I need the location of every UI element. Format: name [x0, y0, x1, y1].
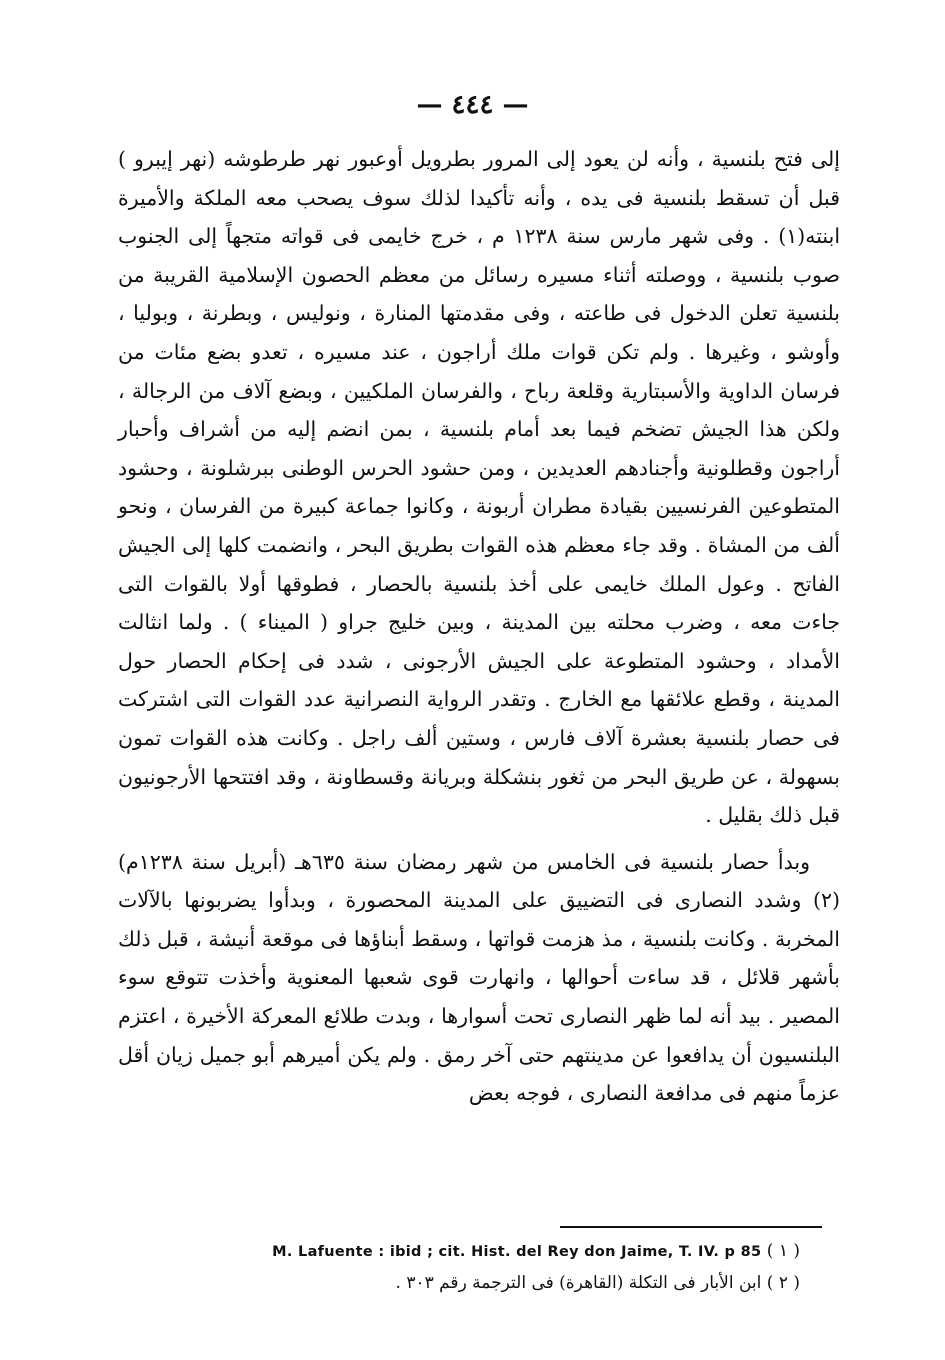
paragraph-2: وبدأ حصار بلنسية فى الخامس من شهر رمضان سنة ٦٣٥هـ (أبريل سنة ١٢٣٨م)(٢) وشدد النصارى فى التضييق على المدينة المحصورة ، وبدأوا يضربونها بالآلات المخربة . وكانت بلنسية ، مذ هزمت قواتها ، وسقط أبناؤها فى موقعة أنيشة ، قبل ذلك بأشهر قلائل ، قد ساءت أحوالها ، وانهارت قوى شعبها المعنوية وأخذت تتوقع سوء المصير . بيد أنه لما ظهر النصارى تحت أسوارها ، وبدت طلائع المعركة الأخيرة ، اعتزم البلنسيون أن يدافعوا عن مدينتهم حتى آخر رمق . ولم يكن أميرهم أبو جميل زيان أقل عزماً منهم فى مدافعة النصارى ، فوجه بعض	[118, 849, 840, 1106]
footnotes	[140, 1236, 800, 1299]
footnote-2-marker: ( ٢ )	[766, 1273, 800, 1293]
footnote-1-text: M. Lafuente : ibid ; cit. Hist. del Rey don Jaime, T. IV. p 85	[272, 1244, 762, 1260]
footnote-separator	[560, 1226, 822, 1228]
footnote-2	[140, 1268, 800, 1299]
footnote-2-text: ابن الأبار فى التكلة (القاهرة) فى الترجمة رقم ٣٠٣ .	[395, 1273, 762, 1293]
footnote-1	[140, 1236, 800, 1268]
main-text	[118, 140, 840, 1113]
paragraph-1: إلى فتح بلنسية ، وأنه لن يعود إلى المرور بطرويل أوعبور نهر طرطوشه (نهر إيبرو ) قبل أن تسقط بلنسية فى يده ، وأنه تأكيدا لذلك سوف يصحب معه الملكة والأميرة ابنته(١) . وفى شهر مارس سنة ١٢٣٨ م ، خرج خايمى فى قواته متجهاً إلى الجنوب صوب بلنسية ، ووصلته أثناء مسيره رسائل من معظم الحصون الإسلامية القريبة من بلنسية تعلن الدخول فى طاعته ، وفى مقدمتها المنارة ، ونوليس ، وبطرنة ، وبوليا ، وأوشو ، وغيرها . ولم تكن قوات ملك أراجون ، عند مسيره ، تعدو بضع مئات من فرسان الداوية والأسبتارية وقلعة رباح ، والفرسان الملكيين ، وبضع آلاف من الرجالة ، ولكن هذا الجيش تضخم فيما بعد أمام بلنسية ، بمن انضم إليه من أشراف وأحبار أراجون وقطلونية وأجنادهم العديدين ، ومن حشود الحرس الوطنى ببرشلونة ، وحشود المتطوعين الفرنسيين بقيادة مطران أربونة ، وكانوا جماعة كبيرة من الفرسان ، ونحو ألف من المشاة . وقد جاء معظم هذه القوات بطريق البحر ، وانضمت كلها إلى الجيش الفاتح . وعول الملك خايمى على أخذ بلنسية بالحصار ، فطوقها أولا بالقوات التى جاءت معه ، وضرب محلته بين المدينة ، وبين خليج جراو ( الميناء ) . ولما انثالت الأمداد ، وحشود المتطوعة على الجيش الأرجونى ، شدد فى إحكام الحصار حول المدينة ، وقطع علائقها مع الخارج . وتقدر الرواية النصرانية عدد القوات التى اشتركت فى حصار بلنسية بعشرة آلاف فارس ، وستين ألف راجل . وكانت هذه القوات تمون بسهولة ، عن طريق البحر من ثغور بنشكلة وبريانة وقسطاونة ، وقد افتتحها الأرجونيون قبل ذلك بقليل .	[118, 147, 841, 828]
page-number: — ٤٤٤ —	[416, 90, 529, 120]
footnote-1-marker: ( ١ )	[766, 1241, 800, 1261]
